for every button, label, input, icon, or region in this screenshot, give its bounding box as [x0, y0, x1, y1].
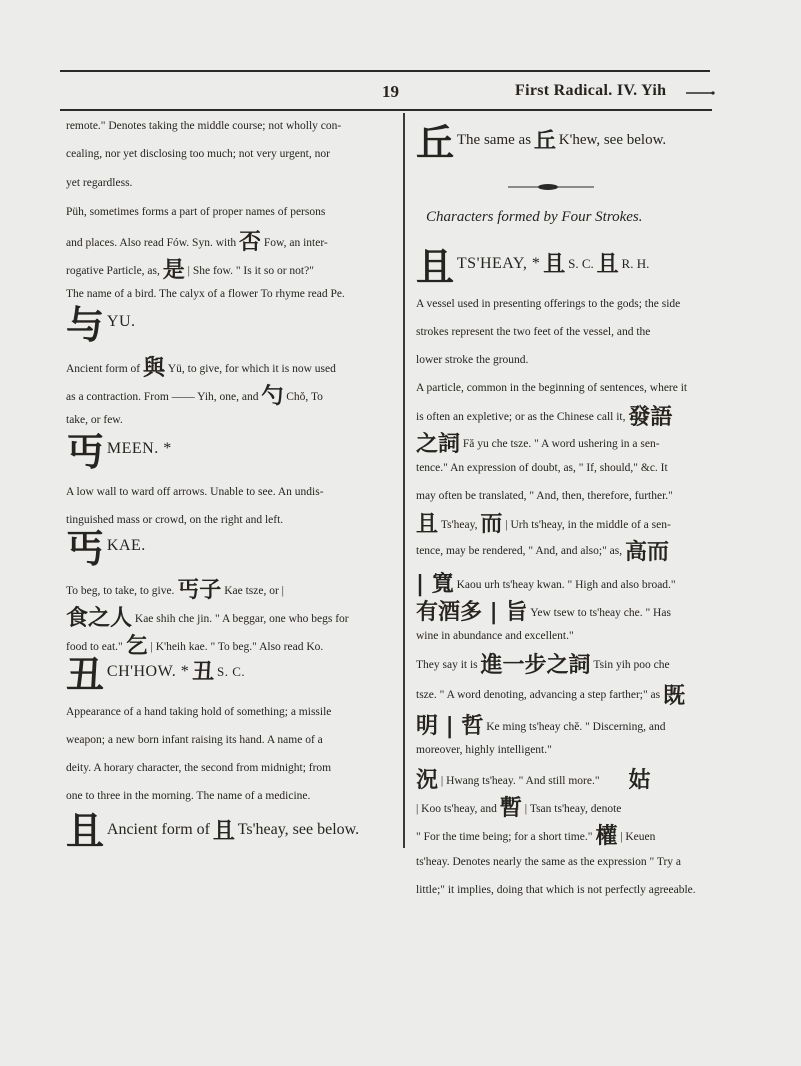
- column-divider: [403, 113, 405, 848]
- text-line: Ancient form of 與 Yü, to give, for which it is now used: [66, 356, 336, 381]
- cjk-char: 有酒多 | 旨: [416, 600, 528, 625]
- text-line: take, or few.: [66, 414, 123, 426]
- text-line: one to three in the morning. The name of a medicine.: [66, 790, 311, 802]
- header-rule: [60, 109, 712, 111]
- cjk-char: 乞: [125, 634, 148, 659]
- headword-char: 丑: [66, 653, 105, 697]
- cjk-char: 且: [212, 819, 235, 844]
- entry-head-same-as: 丘 The same as 丘 K'hew, see below.: [416, 121, 667, 165]
- cjk-char: 明 | 哲: [416, 714, 484, 739]
- text-line: and places. Also read Fów. Syn. with 否 Fow, an inter-: [66, 230, 328, 255]
- headword: MEEN. *: [106, 440, 172, 457]
- cjk-char: 進一步之詞: [480, 653, 591, 678]
- text-line: moreover, highly intelligent.": [416, 744, 552, 756]
- text-line: yet regardless.: [66, 177, 133, 189]
- entry-head-yu: [66, 303, 136, 347]
- text-line: Püh, sometimes forms a part of proper names of persons: [66, 206, 326, 218]
- text-line: To beg, to take, to give. 丐子 Kae tsze, or |: [66, 578, 284, 603]
- cjk-char: 既: [663, 684, 686, 709]
- headword: KAE.: [106, 537, 146, 554]
- entry-foot: 且 Ancient form of 且 Ts'heay, see below.: [66, 809, 360, 853]
- text-line: " For the time being; for a short time." 權 | Keuen: [416, 824, 656, 849]
- section-heading: Characters formed by Four Strokes.: [426, 209, 643, 225]
- text-line: tinguished mass or crowd, on the right and left.: [66, 514, 284, 526]
- text-line: 況 | Hwang ts'heay. " And still more." 姑: [416, 768, 651, 793]
- text-line: 且 Ts'heay, 而 | Urh ts'heay, in the middle of a sen-: [416, 512, 671, 537]
- cjk-char: 與: [142, 356, 165, 381]
- cjk-char: 勺: [261, 384, 284, 409]
- text-line: A particle, common in the beginning of sentences, where it: [416, 382, 688, 394]
- text-line: deity. A horary character, the second from midnight; from: [66, 762, 332, 774]
- text-line: tence." An expression of doubt, as, " If, should," &c. It: [416, 462, 668, 474]
- text-line: lower stroke the ground.: [416, 354, 529, 366]
- text-line: 有酒多 | 旨 Yew tsew to ts'heay che. " Has: [416, 600, 671, 625]
- cjk-char: 且: [543, 252, 566, 277]
- text-line: rogative Particle, as, 是 | She fow. " Is it so or not?": [66, 258, 314, 283]
- text-line: tsze. " A word denoting, advancing a step farther;" as 既: [416, 684, 686, 709]
- entry-head-meen: [66, 430, 172, 474]
- ref-label: R. H.: [621, 256, 650, 271]
- text-line: remote." Denotes taking the middle course; not wholly con-: [66, 120, 342, 132]
- ref-label: S. C.: [217, 664, 246, 679]
- page-header: [0, 82, 801, 108]
- cjk-char: 暫: [499, 796, 522, 821]
- cjk-char: 丑: [192, 660, 215, 685]
- cjk-char: | 寬: [416, 572, 454, 597]
- text-line: 之詞 Fă yu che tsze. " A word ushering in a sen-: [416, 432, 660, 457]
- headword-char: 丐: [66, 527, 105, 571]
- cjk-char: 況: [416, 768, 439, 793]
- headword-char: 丘: [416, 121, 455, 165]
- cjk-char: 姑: [628, 768, 651, 793]
- text-line: 明 | 哲 Ke ming ts'heay chĕ. " Discerning, and: [416, 714, 666, 739]
- text-line: Appearance of a hand taking hold of something; a missile: [66, 706, 332, 718]
- text-line: is often an expletive; or as the Chinese call it, 發語: [416, 405, 673, 430]
- headword: CH'HOW. *: [106, 663, 190, 680]
- cjk-char: 且: [416, 512, 439, 537]
- text-line: may often be translated, " And, then, therefore, further.": [416, 490, 673, 502]
- entry-head-tsheay: [416, 245, 650, 289]
- text-line: wine in abundance and excellent.": [416, 630, 574, 642]
- text-line: tence, may be rendered, " And, and also;" as, 高而: [416, 540, 669, 565]
- text-line: A low wall to ward off arrows. Unable to see. An undis-: [66, 486, 324, 498]
- text-line: A vessel used in presenting offerings to the gods; the side: [416, 298, 681, 310]
- headword-char: 与: [66, 303, 105, 347]
- text-line: | Koo ts'heay, and 暫 | Tsan ts'heay, denote: [416, 796, 622, 821]
- headword-char: 且: [66, 809, 105, 853]
- text-line: weapon; a new born infant raising its hand. A name of a: [66, 734, 323, 746]
- headword: YU.: [106, 313, 136, 330]
- headword: TS'HEAY, *: [456, 255, 541, 272]
- text-line: The name of a bird. The calyx of a flower To rhyme read Pe.: [66, 288, 345, 300]
- text-line: food to eat." 乞 | K'heih kae. " To beg." Also read Ko.: [66, 634, 324, 659]
- cjk-char: 高而: [624, 540, 669, 565]
- headword-char: 丏: [66, 430, 105, 474]
- ref-label: S. C.: [568, 256, 594, 271]
- headword-char: 且: [416, 245, 455, 289]
- ornament-divider-icon: [508, 182, 594, 192]
- cjk-char: 否: [239, 230, 262, 255]
- cjk-char: 是: [162, 258, 185, 283]
- text-line: 食之人 Kae shih che jin. " A beggar, one who begs for: [66, 606, 349, 631]
- cjk-char: 之詞: [416, 432, 461, 457]
- entry-head-chow: [66, 653, 246, 697]
- cjk-char: 且: [596, 252, 619, 277]
- cjk-char: 丐子: [177, 578, 222, 603]
- text-line: cealing, nor yet disclosing too much; not very urgent, nor: [66, 148, 330, 160]
- text-line: strokes represent the two feet of the vessel, and the: [416, 326, 651, 338]
- cjk-char: 權: [595, 824, 618, 849]
- text-line: They say it is 進一步之詞 Tsin yih poo che: [416, 653, 670, 678]
- cjk-char: 而: [480, 512, 503, 537]
- running-title: First Radical. IV. Yih: [515, 82, 667, 99]
- top-rule: [60, 70, 710, 72]
- cjk-char: 丘: [533, 129, 556, 154]
- cjk-char: 食之人: [66, 606, 133, 631]
- header-dash-icon: [686, 89, 716, 97]
- text-line: as a contraction. From —— Yih, one, and 勺 Chŏ, To: [66, 384, 323, 409]
- text-line: little;" it implies, doing that which is not perfectly agreeable.: [416, 884, 696, 896]
- text-line: | 寬 Kaou urh ts'heay kwan. " High and also broad.": [416, 572, 676, 597]
- cjk-char: 發語: [628, 405, 673, 430]
- page-number: 19: [382, 82, 399, 101]
- text-line: ts'heay. Denotes nearly the same as the expression " Try a: [416, 856, 682, 868]
- entry-head-kae: [66, 527, 146, 571]
